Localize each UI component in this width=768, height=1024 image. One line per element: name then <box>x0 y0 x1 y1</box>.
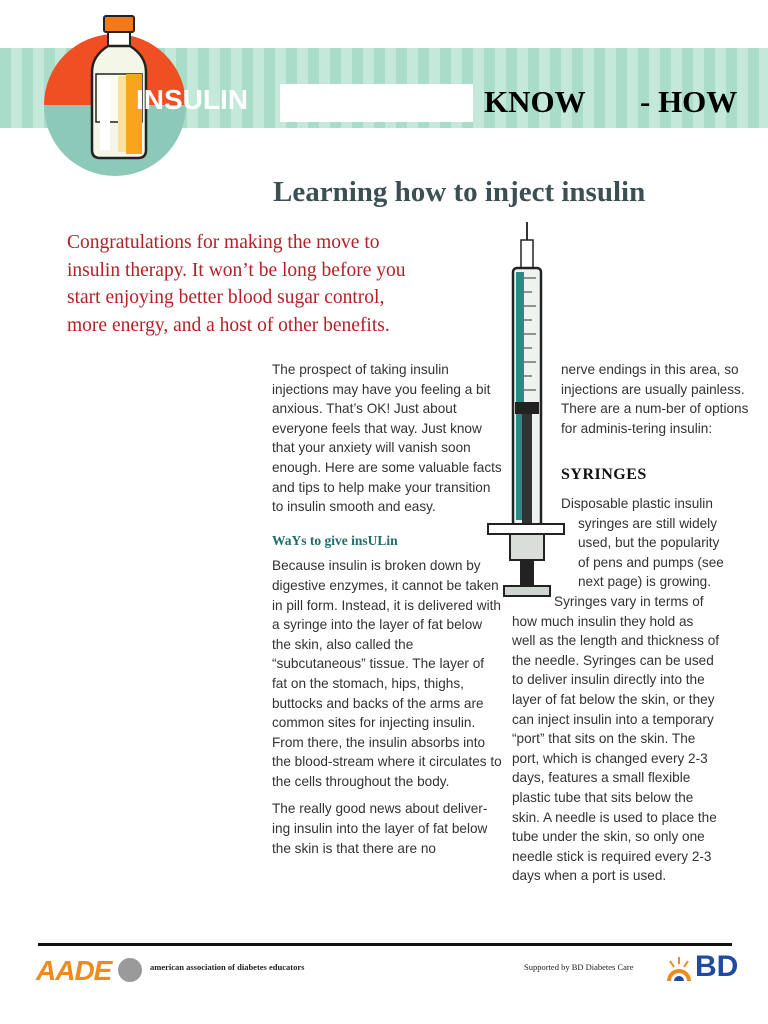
intro-line: Congratulations for making the move to <box>67 232 380 253</box>
paragraph-digestive: Because insulin is broken down by digestive enzymes, it cannot be taken in pill form. Instead, it is delivered with a syringe into the layer of fat below the skin, also called the “subcutaneous” tissue. The layer of fat on the stomach, hips, thighs, buttocks and backs of the arms are common sites for injecting insulin. From there, the insulin absorbs into the blood-stream where it circulates to the cells throughout the body. <box>272 558 502 789</box>
text-line: layer of fat below the skin, or they <box>512 691 715 707</box>
paragraph-prospect: The prospect of taking insulin injections may have you feeling a bit anxious. That’s OK! Just about everyone feels that way. Just know that your anxiety will vanish soon enough. Here are some valuable facts and tips to help make your transition to insulin smooth and easy. <box>272 362 502 515</box>
footer-divider <box>38 943 732 946</box>
text-line: needle stick is required every 2-3 <box>512 848 712 864</box>
article-column-right-syringes <box>512 494 752 886</box>
text-line: port, which is changed every 2-3 <box>512 750 708 766</box>
text-line: next page) is growing. <box>578 574 711 590</box>
bd-logo: BD <box>695 950 739 983</box>
intro-line: start enjoying better blood sugar control, <box>67 287 385 308</box>
article-column-left <box>272 360 502 858</box>
text-line: well as the length and thickness of <box>512 633 720 649</box>
syringes-heading: SYRINGES <box>561 466 647 483</box>
text-line: Syringes vary in terms of <box>554 593 704 609</box>
bd-logo-sun-icon <box>665 955 693 983</box>
text-line: plastic tube that sits below the <box>512 789 694 805</box>
text-line: of pens and pumps (see <box>578 554 724 570</box>
association-name: american association of diabetes educators <box>150 962 305 972</box>
text-line: skin. A needle is used to place the <box>512 809 717 825</box>
subheading-ways: WaYs to give insULin <box>272 532 398 548</box>
text-line: syringes are still widely <box>578 515 718 531</box>
aade-logo: AADE <box>36 955 112 986</box>
article-column-right-top <box>561 360 751 438</box>
header-white-block <box>280 84 473 122</box>
paragraph-nerve-endings: nerve endings in this area, so injections are usually painless. There are a num-ber of options for adminis-tering insulin: <box>561 362 749 436</box>
intro-text <box>67 229 477 339</box>
text-line: to deliver insulin directly into the <box>512 672 705 688</box>
text-line: used, but the popularity <box>578 535 720 551</box>
text-line: days, features a small flexible <box>512 770 691 786</box>
text-line: tube under the skin, so only one <box>512 829 705 845</box>
title-know: KNOW <box>484 84 586 119</box>
text-line: can inject insulin into a temporary <box>512 711 714 727</box>
supported-by-text: Supported by BD Diabetes Care <box>524 962 634 972</box>
title-how: - HOW <box>640 84 738 119</box>
intro-line: more energy, and a host of other benefits. <box>67 314 390 336</box>
intro-line: insulin therapy. It won’t be long before you <box>67 259 406 281</box>
article-headline: Learning how to inject insulin <box>273 176 646 208</box>
aade-logo-mark-icon <box>118 958 142 982</box>
text-line: “port” that sits on the skin. The <box>512 731 696 747</box>
text-line: Disposable plastic insulin <box>561 496 713 511</box>
paragraph-good-news: The really good news about deliver-ing insulin into the layer of fat below the skin is that there are no <box>272 801 488 856</box>
text-line: how much insulin they hold as <box>512 613 694 629</box>
text-line: the needle. Syringes can be used <box>512 652 714 668</box>
text-line: days when a port is used. <box>512 868 667 884</box>
title-insulin: INSULIN <box>136 84 248 115</box>
